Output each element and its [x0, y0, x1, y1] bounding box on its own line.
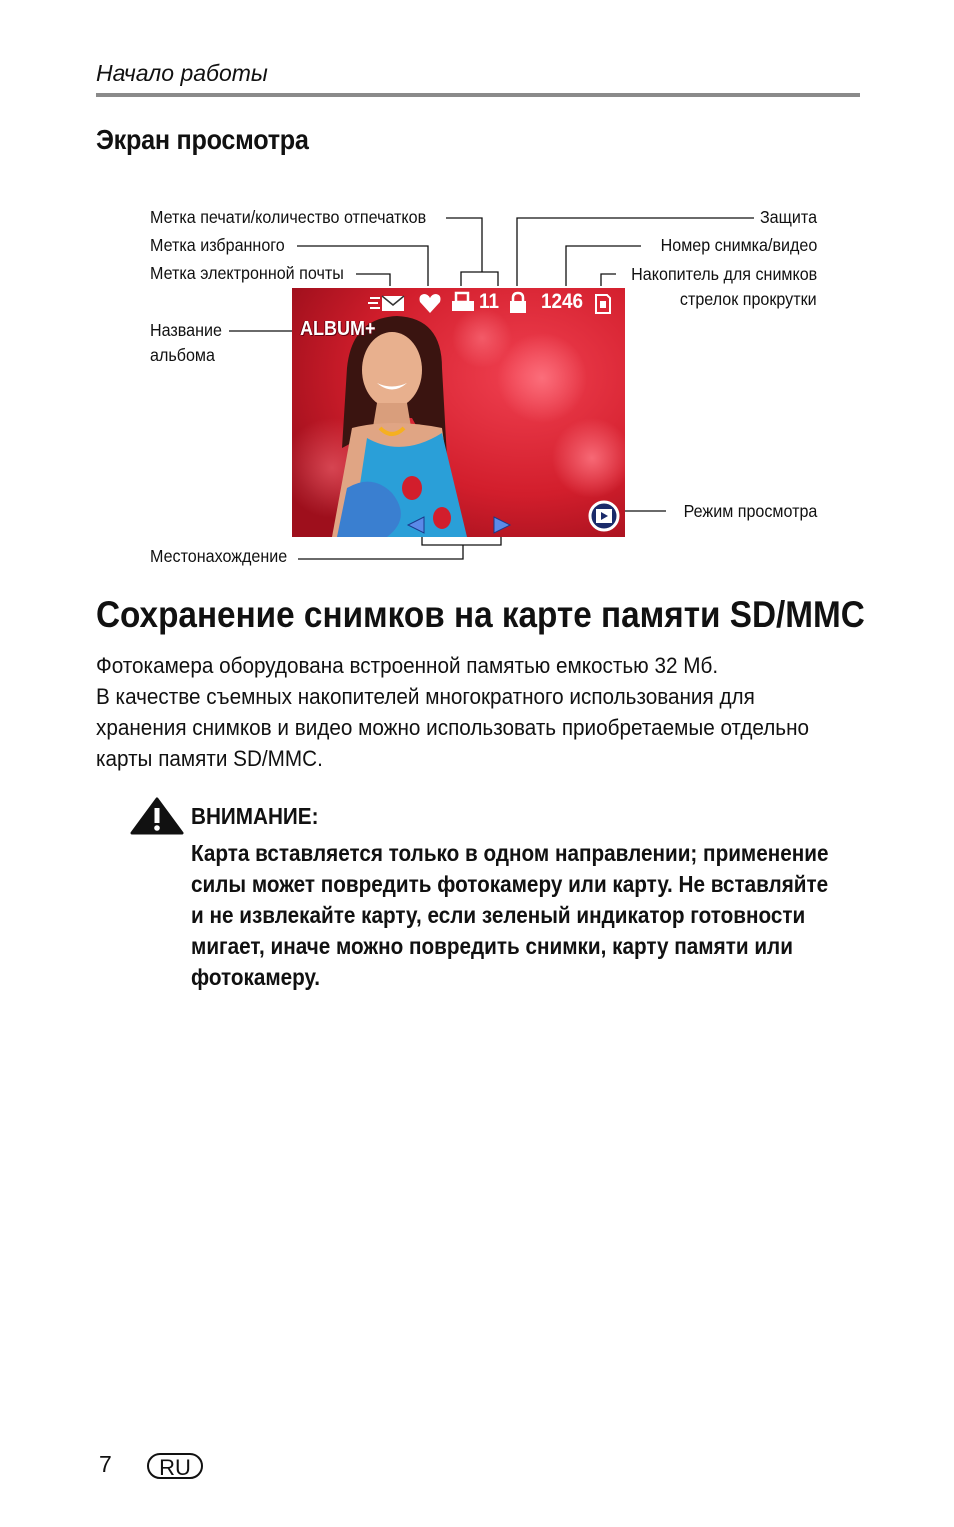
callout-album-name-1: Название: [150, 320, 222, 340]
page-number: 7: [99, 1451, 112, 1477]
album-label: ALBUM+: [300, 318, 376, 340]
callout-review-mode: Режим просмотра: [683, 501, 817, 521]
paragraph-line: В качестве съемных накопителей многократного использования для: [96, 684, 755, 709]
warning-body: [191, 838, 848, 993]
warning-line: Карта вставляется только в одном направлении; применение: [191, 840, 829, 866]
review-screen-heading: Экран просмотра: [96, 124, 309, 155]
callout-scroll-arrows: стрелок прокрутки: [680, 289, 817, 309]
heart-icon: [418, 292, 442, 314]
warning-line: силы может повредить фотокамеру или карту. Не вставляйте: [191, 871, 829, 897]
sd-section-paragraph: [96, 650, 832, 774]
callout-print-tag: Метка печати/количество отпечатков: [150, 207, 427, 227]
callout-storage: Накопитель для снимков: [630, 264, 817, 284]
card-icon: [594, 293, 612, 315]
sd-section-heading: Сохранение снимков на карте памяти SD/MMC: [96, 594, 865, 635]
print-icon: [450, 291, 476, 315]
screen-status-bar: [292, 288, 625, 318]
warning-line: фотокамеру.: [191, 964, 320, 990]
lock-icon: [508, 291, 528, 315]
callout-favorite-tag: Метка избранного: [150, 235, 285, 255]
callout-album-name-2: альбома: [150, 345, 215, 365]
scroll-right-arrow-icon: [492, 515, 512, 535]
email-icon: [368, 292, 408, 316]
callout-location: Местонахождение: [150, 546, 288, 566]
review-mode-icon: [588, 500, 620, 532]
callout-protection: Защита: [759, 207, 817, 227]
scroll-left-arrow-icon: [406, 515, 426, 535]
language-badge: RU: [147, 1453, 203, 1479]
callout-email-tag: Метка электронной почты: [150, 263, 344, 283]
paragraph-line: карты памяти SD/MMC.: [96, 746, 323, 771]
running-header: Начало работы: [96, 60, 268, 86]
paragraph-line: хранения снимков и видео можно использовать приобретаемые отдельно: [96, 715, 810, 740]
callout-image-number: Номер снимка/видео: [660, 235, 817, 255]
paragraph-line: Фотокамера оборудована встроенной памятью емкостью 32 Мб.: [96, 653, 719, 678]
image-number: 1246: [541, 290, 584, 313]
warning-title: ВНИМАНИЕ:: [191, 803, 319, 829]
camera-screen-photo: [292, 288, 625, 537]
print-count: 11: [479, 290, 499, 313]
warning-line: и не извлекайте карту, если зеленый индикатор готовности: [191, 902, 806, 928]
warning-line: мигает, иначе можно повредить снимки, карту памяти или: [191, 933, 793, 959]
warning-icon: [130, 797, 184, 835]
